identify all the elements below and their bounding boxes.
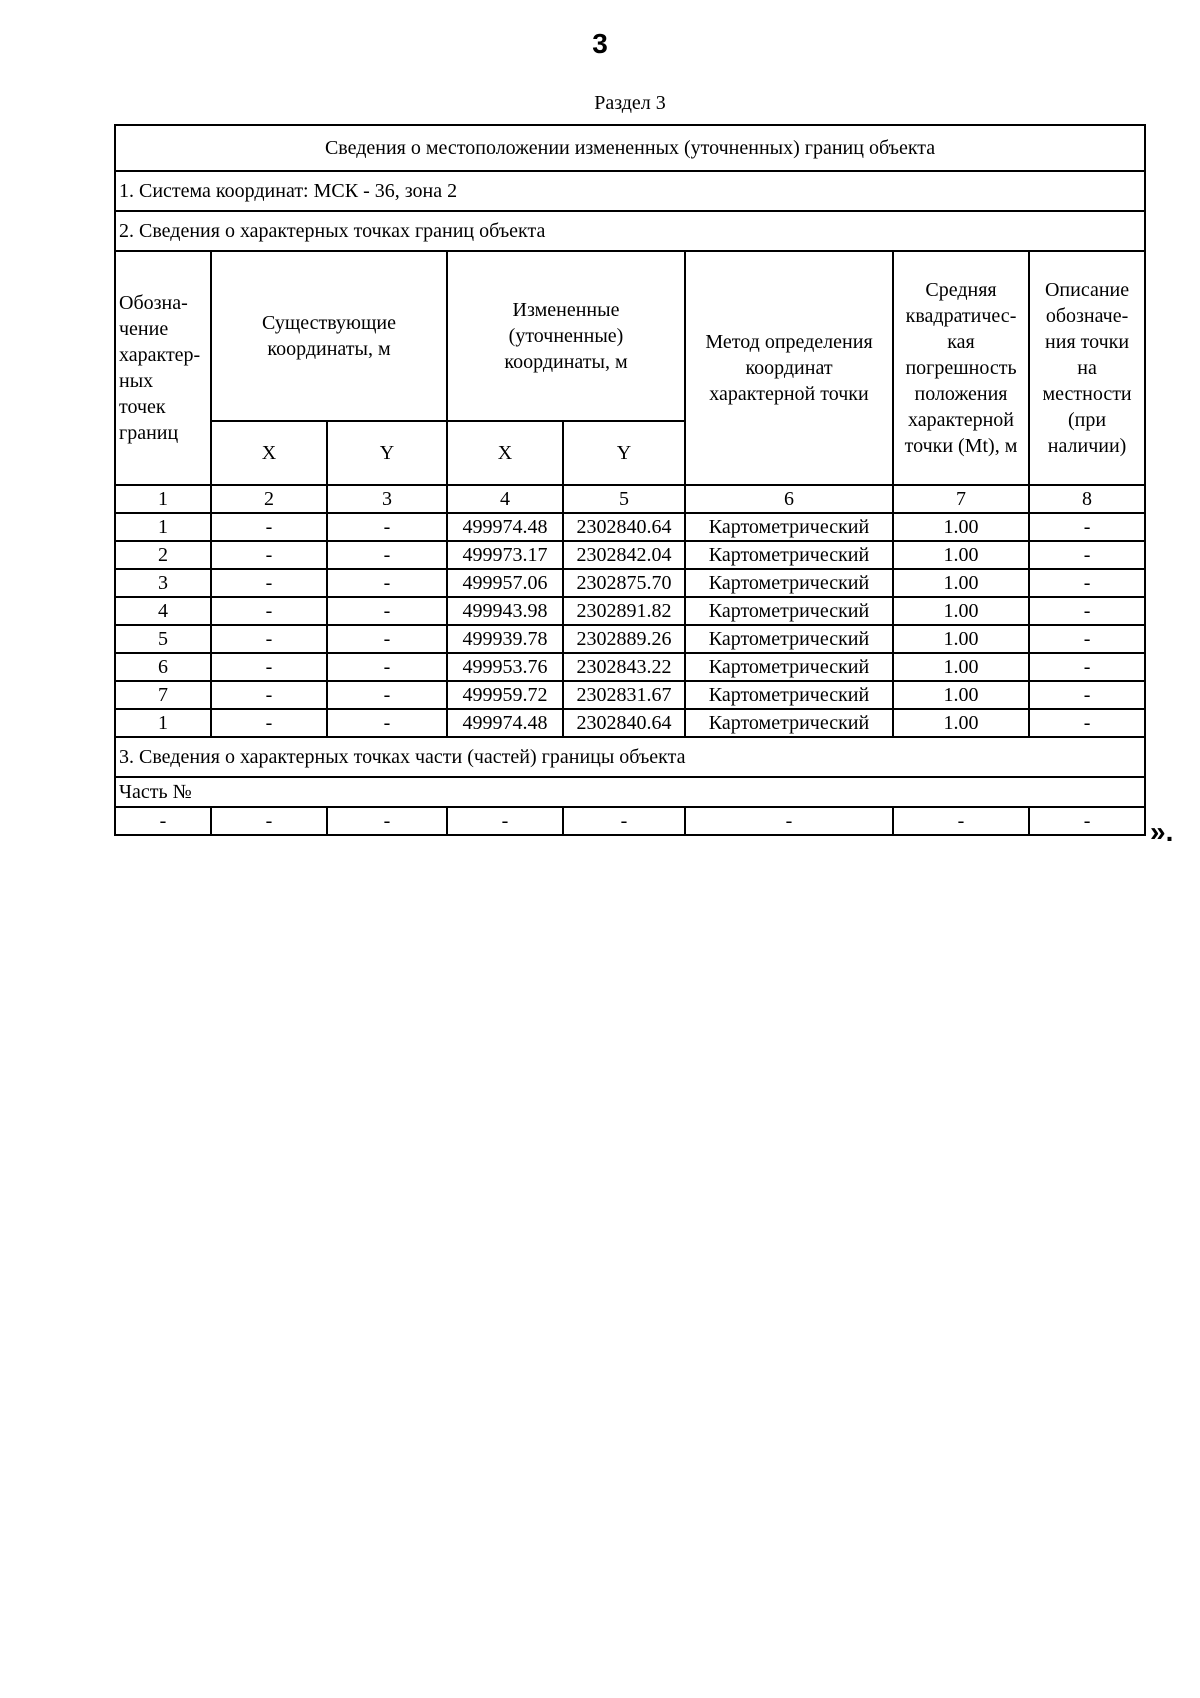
- col-header-description: Описание обозначе- ния точки на местности (при наличии): [1029, 251, 1145, 485]
- table-row: [115, 513, 1145, 541]
- existing-y-cell: -: [327, 625, 447, 653]
- col-header-y-changed: Y: [563, 421, 685, 485]
- description-cell: -: [1029, 709, 1145, 737]
- changed-y-cell: 2302840.64: [563, 513, 685, 541]
- changed-y-cell: 2302889.26: [563, 625, 685, 653]
- existing-x-cell: -: [211, 653, 327, 681]
- col-header-x-changed: X: [447, 421, 563, 485]
- existing-y-cell: -: [327, 681, 447, 709]
- col-header-x-existing: X: [211, 421, 327, 485]
- mse-cell: 1.00: [893, 569, 1029, 597]
- changed-x-cell: 499957.06: [447, 569, 563, 597]
- part-cell: -: [327, 807, 447, 835]
- method-cell: Картометрический: [685, 541, 893, 569]
- table-row: [115, 625, 1145, 653]
- changed-x-cell: 499953.76: [447, 653, 563, 681]
- col-header-existing: Существующие координаты, м: [211, 251, 447, 421]
- table-row: [115, 681, 1145, 709]
- column-number: 4: [447, 485, 563, 513]
- existing-x-cell: -: [211, 513, 327, 541]
- column-number: 6: [685, 485, 893, 513]
- point-number-cell: 7: [115, 681, 211, 709]
- changed-y-cell: 2302840.64: [563, 709, 685, 737]
- table-row: [115, 597, 1145, 625]
- table-row: [115, 709, 1145, 737]
- method-cell: Картометрический: [685, 709, 893, 737]
- description-cell: -: [1029, 569, 1145, 597]
- column-number: 2: [211, 485, 327, 513]
- mse-cell: 1.00: [893, 681, 1029, 709]
- existing-y-cell: -: [327, 513, 447, 541]
- point-number-cell: 6: [115, 653, 211, 681]
- existing-y-cell: -: [327, 569, 447, 597]
- point-number-cell: 1: [115, 709, 211, 737]
- mse-cell: 1.00: [893, 541, 1029, 569]
- mse-cell: 1.00: [893, 513, 1029, 541]
- existing-x-cell: -: [211, 597, 327, 625]
- mse-cell: 1.00: [893, 709, 1029, 737]
- closing-quote: ».: [1150, 816, 1174, 847]
- point-number-cell: 4: [115, 597, 211, 625]
- boundary-table: [114, 124, 1146, 836]
- section-label: Раздел 3: [594, 92, 666, 114]
- method-cell: Картометрический: [685, 681, 893, 709]
- point-number-cell: 1: [115, 513, 211, 541]
- changed-x-cell: 499974.48: [447, 513, 563, 541]
- part-cell: -: [685, 807, 893, 835]
- column-number: 7: [893, 485, 1029, 513]
- existing-x-cell: -: [211, 569, 327, 597]
- changed-y-cell: 2302842.04: [563, 541, 685, 569]
- method-cell: Картометрический: [685, 513, 893, 541]
- part-cell: -: [563, 807, 685, 835]
- column-number: 1: [115, 485, 211, 513]
- col-header-mse: Средняя квадратичес- кая погрешность положения характерной точки (Mt), м: [893, 251, 1029, 485]
- changed-y-cell: 2302875.70: [563, 569, 685, 597]
- description-cell: -: [1029, 681, 1145, 709]
- method-cell: Картометрический: [685, 569, 893, 597]
- point-number-cell: 2: [115, 541, 211, 569]
- table-row: [115, 541, 1145, 569]
- existing-x-cell: -: [211, 681, 327, 709]
- method-cell: Картометрический: [685, 625, 893, 653]
- existing-y-cell: -: [327, 597, 447, 625]
- part-cell: -: [893, 807, 1029, 835]
- changed-y-cell: 2302831.67: [563, 681, 685, 709]
- description-cell: -: [1029, 597, 1145, 625]
- column-number: 3: [327, 485, 447, 513]
- col-header-y-existing: Y: [327, 421, 447, 485]
- part-cell: -: [115, 807, 211, 835]
- page-number: 3: [592, 28, 608, 59]
- description-cell: -: [1029, 653, 1145, 681]
- existing-y-cell: -: [327, 709, 447, 737]
- column-numbers-row: [115, 485, 1145, 513]
- column-number: 8: [1029, 485, 1145, 513]
- description-cell: -: [1029, 513, 1145, 541]
- part-cell: -: [211, 807, 327, 835]
- col-header-designation: Обозна- чение характер- ных точек границ: [115, 251, 211, 485]
- changed-x-cell: 499939.78: [447, 625, 563, 653]
- existing-y-cell: -: [327, 653, 447, 681]
- existing-x-cell: -: [211, 625, 327, 653]
- points-rows: [115, 513, 1145, 737]
- col-header-method: Метод определения координат характерной точки: [685, 251, 893, 485]
- points-header: 2. Сведения о характерных точках границ объекта: [115, 211, 1145, 251]
- changed-x-cell: 499974.48: [447, 709, 563, 737]
- coord-system: 1. Система координат: МСК - 36, зона 2: [115, 171, 1145, 211]
- method-cell: Картометрический: [685, 597, 893, 625]
- method-cell: Картометрический: [685, 653, 893, 681]
- table-row: [115, 569, 1145, 597]
- part-row: [115, 807, 1145, 835]
- table-title: Сведения о местоположении измененных (уточненных) границ объекта: [115, 125, 1145, 171]
- description-cell: -: [1029, 541, 1145, 569]
- changed-y-cell: 2302843.22: [563, 653, 685, 681]
- mse-cell: 1.00: [893, 597, 1029, 625]
- description-cell: -: [1029, 625, 1145, 653]
- column-number: 5: [563, 485, 685, 513]
- part-label: Часть №: [115, 777, 1145, 807]
- changed-x-cell: 499959.72: [447, 681, 563, 709]
- point-number-cell: 3: [115, 569, 211, 597]
- part-header: 3. Сведения о характерных точках части (частей) границы объекта: [115, 737, 1145, 777]
- changed-y-cell: 2302891.82: [563, 597, 685, 625]
- mse-cell: 1.00: [893, 653, 1029, 681]
- mse-cell: 1.00: [893, 625, 1029, 653]
- col-header-changed: Измененные (уточненные) координаты, м: [447, 251, 685, 421]
- table-row: [115, 653, 1145, 681]
- existing-y-cell: -: [327, 541, 447, 569]
- part-cell: -: [1029, 807, 1145, 835]
- existing-x-cell: -: [211, 709, 327, 737]
- changed-x-cell: 499943.98: [447, 597, 563, 625]
- point-number-cell: 5: [115, 625, 211, 653]
- changed-x-cell: 499973.17: [447, 541, 563, 569]
- existing-x-cell: -: [211, 541, 327, 569]
- part-cell: -: [447, 807, 563, 835]
